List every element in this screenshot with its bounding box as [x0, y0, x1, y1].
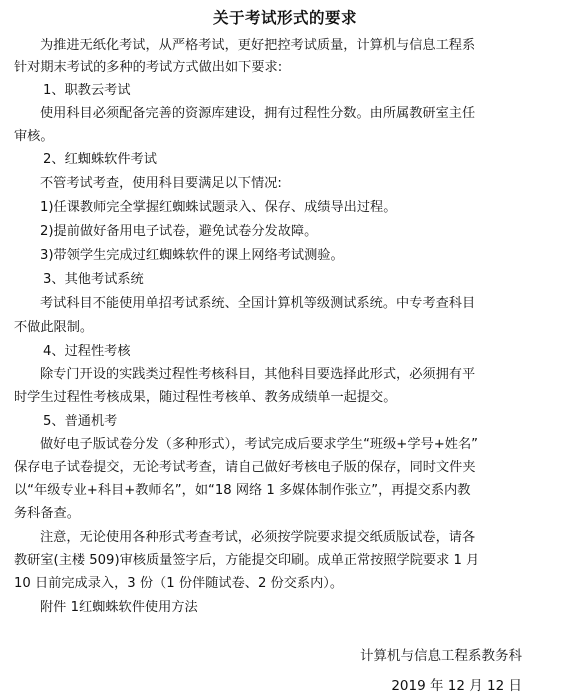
- attachment-line: 附件 1红蜘蛛软件使用方法: [40, 600, 198, 615]
- document-title: 关于考试形式的要求: [212, 9, 357, 27]
- intro-line-1: 为推进无纸化考试，从严格考试，更好把控考试质量，计算机与信息工程系: [40, 38, 476, 53]
- section-heading-3: 3、其他考试系统: [43, 272, 144, 287]
- section-5-line-3: 以“年级专业+科目+教师名”，如“18 网络 1 多媒体制作张立”，再提交系内教: [14, 483, 471, 498]
- section-3-line-2: 不做此限制。: [14, 320, 94, 335]
- section-5-line-4: 务科备查。: [14, 506, 80, 521]
- intro-line-2: 针对期末考试的多种的考试方式做出如下要求:: [14, 60, 283, 75]
- section-heading-1: 1、职教云考试: [43, 83, 131, 98]
- note-line-3: 10 日前完成录入，3 份（1 份伴随试卷、2 份交系内）。: [14, 576, 344, 591]
- section-2-line-1: 不管考试考查，使用科目要满足以下情况:: [40, 176, 282, 191]
- note-line-1: 注意，无论使用各种形式考查考试，必须按学院要求提交纸质版试卷，请各: [40, 530, 476, 545]
- section-heading-2: 2、红蜘蛛软件考试: [43, 152, 157, 167]
- section-2-item-3: 3)带领学生完成过红蜘蛛软件的课上网络考试测验。: [40, 248, 344, 263]
- section-1-line-1: 使用科目必须配备完善的资源库建设，拥有过程性分数。由所属教研室主任: [40, 106, 476, 121]
- section-2-item-2: 2)提前做好备用电子试卷，避免试卷分发故障。: [40, 224, 318, 239]
- section-4-line-1: 除专门开设的实践类过程性考核科目，其他科目要选择此形式，必须拥有平: [40, 367, 476, 382]
- signature: 计算机与信息工程系教务科: [360, 648, 522, 664]
- section-heading-5: 5、普通机考: [43, 414, 118, 429]
- note-line-2: 教研室(主楼 509)审核质量签字后，方能提交印刷。成单正常按照学院要求 1 月: [14, 553, 480, 568]
- document-date: 2019 年 12 月 12 日: [391, 678, 522, 694]
- section-2-item-1: 1)任课教师完全掌握红蜘蛛试题录入、保存、成绩导出过程。: [40, 200, 397, 215]
- section-5-line-2: 保存电子试卷提交，无论考试考查，请自己做好考核电子版的保存，同时文件夹: [14, 460, 476, 475]
- section-1-line-2: 审核。: [14, 129, 54, 144]
- section-5-line-1: 做好电子版试卷分发（多种形式），考试完成后要求学生“班级+学号+姓名”: [40, 437, 478, 452]
- section-heading-4: 4、过程性考核: [43, 344, 131, 359]
- section-4-line-2: 时学生过程性考核成果，随过程性考核单、教务成绩单一起提交。: [14, 390, 397, 405]
- section-3-line-1: 考试科目不能使用单招考试系统、全国计算机等级测试系统。中专考查科目: [40, 296, 476, 311]
